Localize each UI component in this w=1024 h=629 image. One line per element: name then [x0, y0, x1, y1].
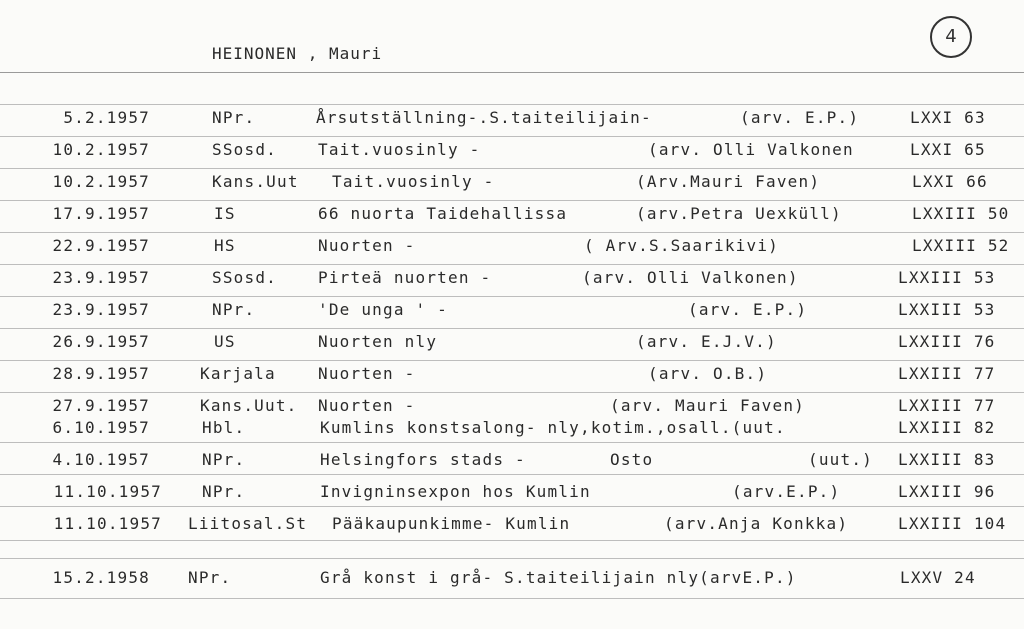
- entry-source: Karjala: [200, 364, 276, 383]
- entry-ref: LXXI 66: [912, 172, 988, 191]
- entry-title: Tait.vuosinly -: [332, 172, 495, 191]
- entry-ref: LXXV 24: [900, 568, 976, 587]
- entry-row: [0, 108, 1024, 132]
- entry-ref: LXXIII 83: [898, 450, 996, 469]
- entry-row: [0, 364, 1024, 388]
- entry-source: NPr.: [188, 568, 232, 587]
- entry-note: (arv.Petra Uexküll): [636, 204, 842, 223]
- entry-source: SSosd.: [212, 268, 277, 287]
- rule: [0, 232, 1024, 233]
- entry-ref: LXXIII 77: [898, 396, 996, 415]
- entry-date: 23.9.1957: [52, 300, 150, 319]
- rule: [0, 360, 1024, 361]
- entry-source: NPr.: [202, 482, 246, 501]
- rule: [0, 264, 1024, 265]
- entry-row: [0, 172, 1024, 196]
- entry-title: Helsingfors stads -: [320, 450, 526, 469]
- entry-row: [0, 204, 1024, 228]
- entry-date: 11.10.1957: [53, 482, 162, 501]
- entry-title: 66 nuorta Taidehallissa: [318, 204, 568, 223]
- entry-source: Hbl.: [202, 418, 246, 437]
- rule: [0, 104, 1024, 105]
- rule: [0, 392, 1024, 393]
- entry-date: 10.2.1957: [52, 140, 150, 159]
- entry-ref: LXXIII 53: [898, 300, 996, 319]
- entry-source: HS: [214, 236, 236, 255]
- entry-row: [0, 300, 1024, 324]
- entry-row: [0, 514, 1024, 538]
- entry-date: 28.9.1957: [52, 364, 150, 383]
- entry-note: (arv.E.P.): [732, 482, 841, 501]
- rule: [0, 558, 1024, 559]
- entry-ref: LXXIII 53: [898, 268, 996, 287]
- entry-ref: LXXIII 104: [898, 514, 1007, 533]
- entry-note: ( Arv.S.Saarikivi): [584, 236, 779, 255]
- entry-source: IS: [214, 204, 236, 223]
- entry-note: (arv. Mauri Faven): [610, 396, 805, 415]
- entry-row: [0, 236, 1024, 260]
- entry-note: (arv. E.P.): [688, 300, 808, 319]
- entry-note: (arv. E.J.V.): [636, 332, 777, 351]
- entry-row: [0, 140, 1024, 164]
- rule: [0, 328, 1024, 329]
- rule: [0, 136, 1024, 137]
- header-rule: [0, 72, 1024, 73]
- rule: [0, 442, 1024, 443]
- entry-source: US: [214, 332, 236, 351]
- entry-source: NPr.: [212, 300, 256, 319]
- entry-note-extra: (uut.): [808, 450, 873, 469]
- entry-title: Årsutställning-.S.taiteilijain-: [316, 108, 652, 127]
- entry-source: Kans.Uut: [212, 172, 299, 191]
- entry-ref: LXXIII 77: [898, 364, 996, 383]
- entry-note: (arv. O.B.): [648, 364, 768, 383]
- entry-date: 6.10.1957: [52, 418, 150, 437]
- entry-date: 15.2.1958: [52, 568, 150, 587]
- entry-note: (Arv.Mauri Faven): [636, 172, 821, 191]
- entry-row: [0, 268, 1024, 292]
- entry-ref: LXXIII 52: [912, 236, 1010, 255]
- entry-date: 22.9.1957: [52, 236, 150, 255]
- entry-date: 11.10.1957: [53, 514, 162, 533]
- entry-title: Nuorten nly: [318, 332, 438, 351]
- entry-source: Liitosal.St: [188, 514, 308, 533]
- entry-title: Nuorten -: [318, 396, 416, 415]
- entry-note: (arv. Olli Valkonen): [582, 268, 799, 287]
- entry-ref: LXXI 65: [910, 140, 986, 159]
- entry-source: NPr.: [212, 108, 256, 127]
- entry-date: 23.9.1957: [52, 268, 150, 287]
- entry-title: Kumlins konstsalong- nly,kotim.,osall.(uut.: [320, 418, 786, 437]
- rule: [0, 540, 1024, 541]
- entry-row: [0, 418, 1024, 442]
- entry-note: (arv.Anja Konkka): [664, 514, 849, 533]
- entry-title: Tait.vuosinly -: [318, 140, 481, 159]
- entry-title: Pääkaupunkimme- Kumlin: [332, 514, 571, 533]
- entry-title: 'De unga ' -: [318, 300, 448, 319]
- entry-ref: LXXIII 76: [898, 332, 996, 351]
- entry-title: Grå konst i grå- S.taiteilijain nly(arvE.P.): [320, 568, 797, 587]
- rule: [0, 598, 1024, 599]
- entry-date: 17.9.1957: [52, 204, 150, 223]
- entry-source: Kans.Uut.: [200, 396, 298, 415]
- entry-title: Nuorten -: [318, 364, 416, 383]
- entry-note: (arv. E.P.): [740, 108, 860, 127]
- entry-row: [0, 396, 1024, 420]
- page-number-circle: 4: [930, 16, 972, 58]
- rule: [0, 200, 1024, 201]
- entry-row: [0, 332, 1024, 356]
- entry-title: Nuorten -: [318, 236, 416, 255]
- entry-ref: LXXI 63: [910, 108, 986, 127]
- entry-title: Invigninsexpon hos Kumlin: [320, 482, 591, 501]
- person-name: HEINONEN , Mauri: [212, 44, 383, 63]
- entry-row: [0, 450, 1024, 474]
- entry-row: [0, 482, 1024, 506]
- entry-date: 5.2.1957: [63, 108, 150, 127]
- entry-note: Osto: [610, 450, 654, 469]
- rule: [0, 296, 1024, 297]
- rule: [0, 168, 1024, 169]
- entry-source: NPr.: [202, 450, 246, 469]
- entry-date: 27.9.1957: [52, 396, 150, 415]
- entry-date: 26.9.1957: [52, 332, 150, 351]
- entry-row: [0, 568, 1024, 592]
- entry-title: Pirteä nuorten -: [318, 268, 492, 287]
- rule: [0, 474, 1024, 475]
- entry-note: (arv. Olli Valkonen: [648, 140, 854, 159]
- entry-date: 4.10.1957: [52, 450, 150, 469]
- entry-date: 10.2.1957: [52, 172, 150, 191]
- entry-ref: LXXIII 82: [898, 418, 996, 437]
- entry-ref: LXXIII 96: [898, 482, 996, 501]
- entry-source: SSosd.: [212, 140, 277, 159]
- entry-ref: LXXIII 50: [912, 204, 1010, 223]
- rule: [0, 506, 1024, 507]
